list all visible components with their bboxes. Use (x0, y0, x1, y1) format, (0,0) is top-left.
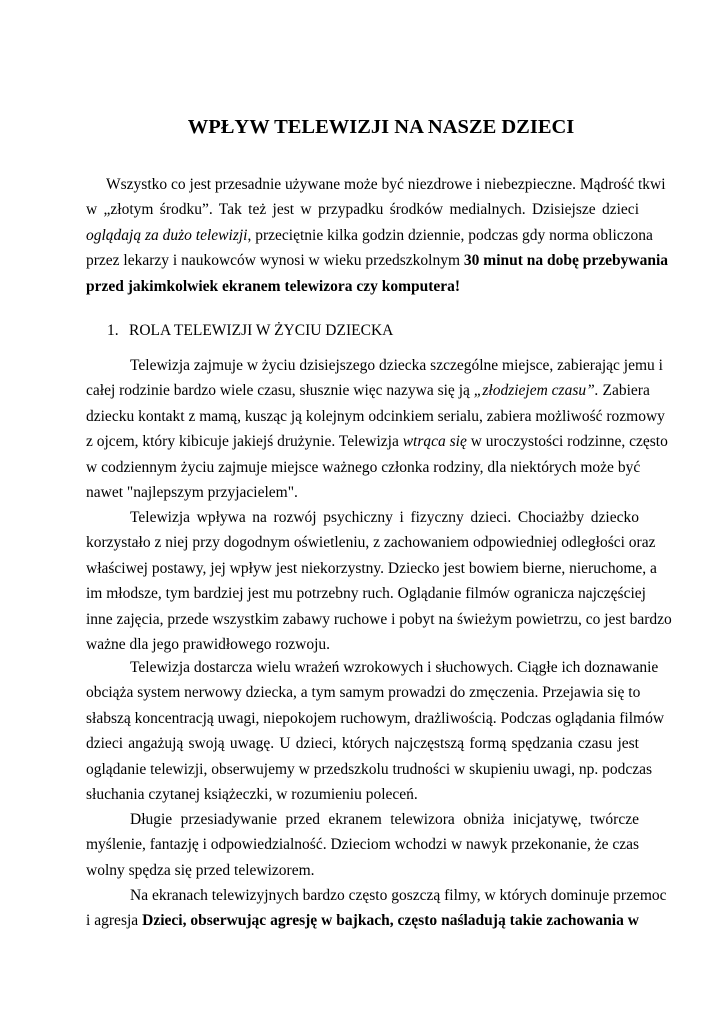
p2-line-6: ważne dla jego prawidłowego rozwoju. (86, 636, 331, 654)
intro-line-5 (86, 274, 639, 299)
paragraph-1 (86, 353, 668, 505)
intro-line-3: oglądają za dużo telewizji, przeciętnie kilka godzin dziennie, podczas gdy norma obliczona (86, 226, 653, 244)
p3-line-4: dzieci angażują swoją uwagę. U dzieci, których najczęstszą formą spędzania czasu jest (86, 735, 639, 753)
p1-line-3: dziecku kontakt z mamą, kusząc ją kolejnym odcinkiem serialu, zabiera możliwość rozmowy (86, 407, 665, 425)
p4-line-3: wolny spędza się przed telewizorem. (86, 861, 315, 879)
section-number: 1. (107, 322, 119, 339)
p3-line-2: obciąża system nerwowy dziecka, a tym samym prowadzi do zmęczenia. Przejawia się to (86, 684, 641, 702)
intro-paragraph (86, 172, 669, 299)
p1-line-6: nawet "najlepszym przyjacielem". (86, 484, 298, 502)
p1-line-1: Telewizja zajmuje w życiu dzisiejszego dziecka szczególne miejsce, zabierając jemu i (130, 357, 663, 374)
p2-line-4: im młodsze, tym bardziej jest mu potrzebny ruch. Oglądanie filmów ogranicza najczęściej (86, 585, 646, 603)
p2-line-5: inne zajęcia, przede wszystkim zabawy ruchowe i pobyt na świeżym powietrzu, co jest bardzo (86, 610, 672, 628)
p1-italic-phrase-1: „złodziejem czasu”. (473, 382, 599, 400)
paragraph-4 (86, 807, 639, 883)
p2-line-3: właściwej postawy, jej wpływ jest niekorzystny. Dziecko jest bowiem bierne, nieruchome, a (86, 559, 657, 577)
p1-line-2: całej rodzinie bardzo wiele czasu, słusznie więc nazywa się ją „złodziejem czasu”. Zabiera (86, 382, 650, 400)
p3-line-6: słuchania czytanej książeczki, w rozumieniu poleceń. (86, 786, 418, 804)
p2-line-1: Telewizja wpływa na rozwój psychiczny i fizyczny dzieci. Chociażby dziecko (130, 509, 639, 526)
p5-line-2: i agresja Dzieci, obserwując agresję w bajkach, często naśladują takie zachowania w (86, 912, 639, 930)
p3-line-3: słabszą koncentracją uwagi, niepokojem ruchowym, drażliwością. Podczas oglądania filmów (86, 709, 665, 727)
p3-line-5: oglądanie telewizji, obserwujemy w przedszkolu trudności w skupieniu uwagi, np. podczas (86, 760, 653, 778)
paragraph-3 (86, 655, 665, 807)
p1-line-5: w codziennym życiu zajmuje miejsce ważnego członka rodziny, dla niektórych może być (86, 458, 641, 476)
p4-line-2: myślenie, fantazję i odpowiedzialność. Dzieciom wchodzi w nawyk przekonanie, że czas (86, 836, 640, 854)
section-title: ROLA TELEWIZJI W ŻYCIU DZIECKA (129, 322, 394, 339)
p1-italic-phrase-2: wtrąca się (402, 433, 467, 451)
intro-line-4: przez lekarzy i naukowców wynosi w wieku przedszkolnym 30 minut na dobę przebywania (86, 252, 669, 270)
document-title: WPŁYW TELEWIZJI NA NASZE DZIECI (187, 116, 575, 138)
p4-line-1: Długie przesiadywanie przed ekranem telewizora obniża inicjatywę, twórcze (130, 811, 639, 828)
paragraph-2 (86, 505, 672, 657)
p2-line-2: korzystało z niej przy dogodnym oświetleniu, z zachowaniem odpowiedniej odległości oraz (86, 534, 656, 552)
intro-italic-phrase: oglądają za dużo telewizji (86, 226, 248, 244)
p5-bold-phrase: Dzieci, obserwując agresję w bajkach, często naśladują takie zachowania w (142, 912, 639, 930)
section-heading (107, 320, 393, 342)
intro-line-1: Wszystko co jest przesadnie używane może być niezdrowe i niebezpieczne. Mądrość tkwi (106, 176, 666, 193)
p3-line-1: Telewizja dostarcza wielu wrażeń wzrokowych i słuchowych. Ciągłe ich doznawanie (130, 659, 659, 676)
intro-bold-phrase-2: przed jakimkolwiek ekranem telewizora czy komputera! (86, 277, 461, 295)
intro-bold-phrase-1: 30 minut na dobę przebywania (463, 252, 669, 270)
intro-line-2: w „złotym środku”. Tak też jest w przypadku środków medialnych. Dzisiejsze dzieci (86, 201, 639, 219)
p1-line-4: z ojcem, który kibicuje jakiejś drużynie. Telewizja wtrąca się w uroczystości rodzinne, często (86, 433, 668, 451)
paragraph-5 (86, 883, 667, 934)
p5-line-1: Na ekranach telewizyjnych bardzo często goszczą filmy, w których dominuje przemoc (130, 887, 667, 904)
